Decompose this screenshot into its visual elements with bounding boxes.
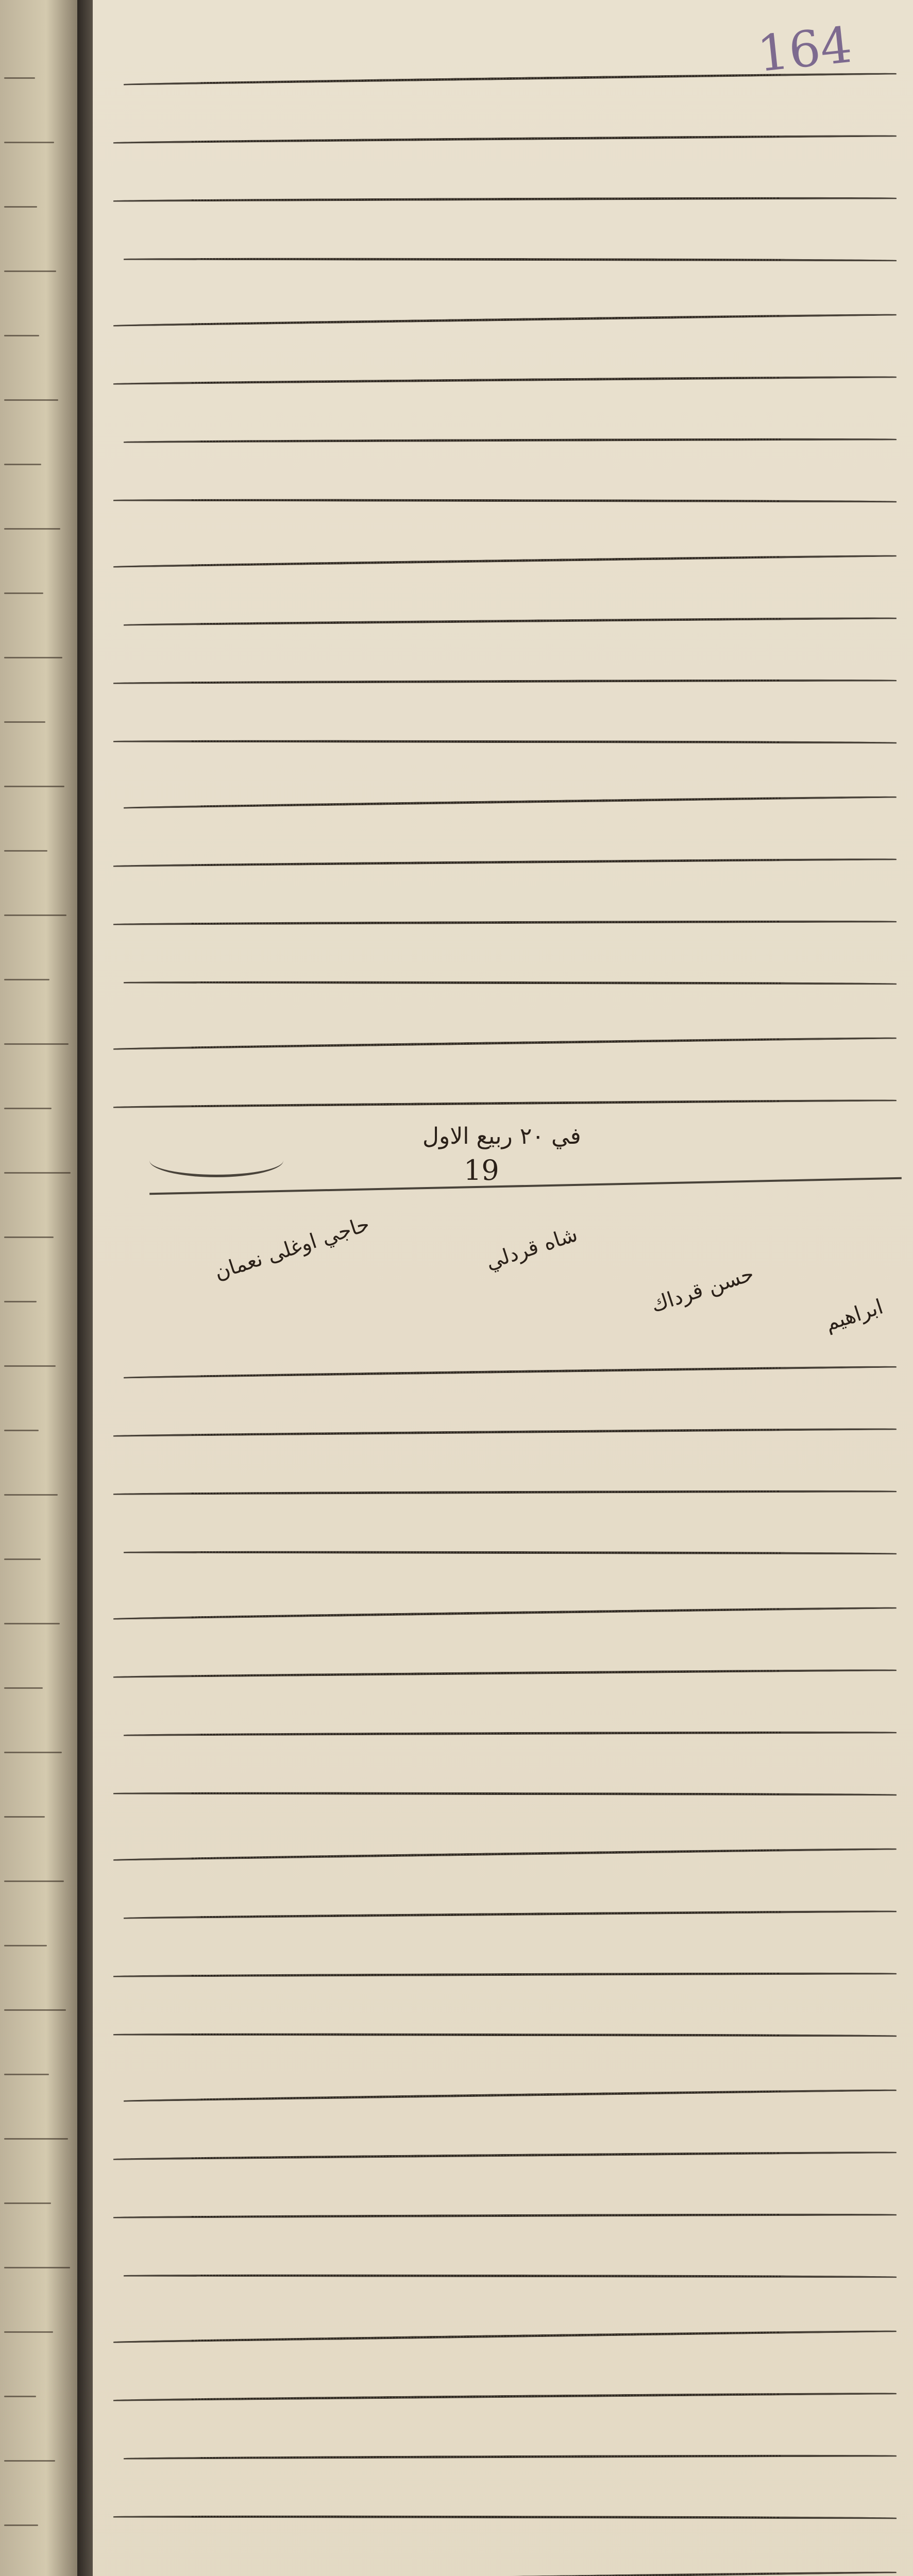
handwritten-line: [113, 857, 897, 871]
handwritten-line: [113, 313, 897, 330]
facing-page-script: [4, 657, 62, 658]
facing-page-edge: [0, 0, 77, 2576]
handwritten-line: [124, 795, 897, 813]
facing-page-script: [4, 979, 49, 980]
handwritten-line: [113, 1606, 897, 1623]
facing-page-script: [4, 2267, 70, 2268]
handwritten-line: [124, 437, 897, 447]
facing-page-script: [4, 2524, 38, 2526]
facing-page-script: [4, 528, 60, 530]
handwritten-line: [113, 196, 897, 206]
entry-day-number: 19: [464, 1154, 499, 1187]
handwritten-line: [124, 1909, 897, 1923]
handwritten-line: [113, 499, 897, 507]
facing-page-script: [4, 1172, 71, 1174]
witness-name: حاجي اوغلى نعمان: [211, 1212, 373, 1285]
closing-flourish: [149, 1144, 283, 1177]
facing-page-script: [4, 786, 64, 787]
handwritten-line: [124, 2089, 897, 2106]
facing-page-script: [4, 721, 45, 723]
facing-page-script: [4, 592, 43, 594]
facing-page-script: [4, 850, 47, 852]
handwritten-line: [113, 740, 897, 748]
facing-page-script: [4, 399, 58, 401]
facing-page-script: [4, 1365, 56, 1367]
facing-page-script: [4, 1236, 54, 1238]
facing-page-script: [4, 206, 37, 208]
facing-page-script: [4, 2202, 51, 2204]
book-gutter: [77, 0, 93, 2576]
handwritten-line: [113, 2150, 897, 2164]
facing-page-script: [4, 2074, 49, 2075]
handwritten-line: [113, 554, 897, 571]
handwritten-line: [113, 920, 897, 929]
witness-name: حسن قرداك: [648, 1262, 757, 1317]
facing-page-script: [4, 335, 39, 336]
facing-page-script: [4, 1945, 47, 1946]
handwritten-line: [124, 616, 897, 630]
facing-page-script: [4, 1880, 64, 1882]
entry-divider: [149, 1177, 902, 1195]
witness-name: ابراهيم: [822, 1295, 886, 1336]
facing-page-script: [4, 270, 56, 272]
handwritten-line: [113, 2392, 897, 2405]
facing-page-script: [4, 2009, 66, 2011]
entry-date: في ٢٠ ربيع الاول: [422, 1123, 581, 1149]
facing-page-script: [4, 464, 41, 465]
register-entry-first: [113, 77, 897, 1162]
facing-page-script: [4, 2396, 36, 2397]
facing-page-script: [4, 2331, 53, 2333]
facing-page-script: [4, 1558, 41, 1560]
facing-page-script: [4, 1816, 45, 1818]
facing-page-script: [4, 2460, 55, 2462]
facing-page-script: [4, 1494, 58, 1496]
facing-page-script: [4, 2138, 68, 2140]
handwritten-line: [113, 1972, 897, 1981]
handwritten-line: [113, 134, 897, 147]
handwritten-line: [113, 1098, 897, 1112]
handwritten-line: [124, 258, 897, 266]
facing-page-script: [4, 1108, 52, 1109]
handwritten-line: [113, 2329, 897, 2347]
handwritten-line: [124, 2274, 897, 2282]
handwritten-line: [124, 1551, 897, 1559]
facing-page-script: [4, 1430, 39, 1431]
facing-page-script: [4, 914, 66, 916]
handwritten-line: [113, 2033, 897, 2041]
facing-page-script: [4, 1623, 60, 1624]
facing-page-script: [4, 1687, 43, 1689]
handwritten-line: [113, 1427, 897, 1440]
handwritten-line: [113, 2213, 897, 2222]
handwritten-line: [113, 2515, 897, 2523]
handwritten-line: [113, 1792, 897, 1800]
facing-page-script: [4, 77, 35, 79]
handwritten-line: [113, 679, 897, 688]
manuscript-page: [93, 0, 913, 2576]
handwritten-line: [124, 1365, 897, 1383]
facing-page-script: [4, 1043, 69, 1045]
handwritten-line: [124, 981, 897, 989]
handwritten-line: [113, 2570, 897, 2576]
handwritten-line: [124, 1731, 897, 1740]
folio-number: 164: [754, 15, 855, 83]
facing-page-script: [4, 142, 54, 143]
handwritten-line: [113, 1489, 897, 1499]
witness-name: شاه قردلي: [483, 1222, 581, 1275]
facing-page-script: [4, 1301, 37, 1302]
handwritten-line: [113, 1668, 897, 1682]
handwritten-line: [124, 2454, 897, 2463]
handwritten-line: [113, 375, 897, 388]
facing-page-script: [4, 1752, 62, 1753]
handwritten-line: [113, 1036, 897, 1054]
handwritten-line: [113, 1847, 897, 1865]
handwritten-line: [124, 72, 897, 90]
register-entry-second: [113, 1370, 897, 2576]
